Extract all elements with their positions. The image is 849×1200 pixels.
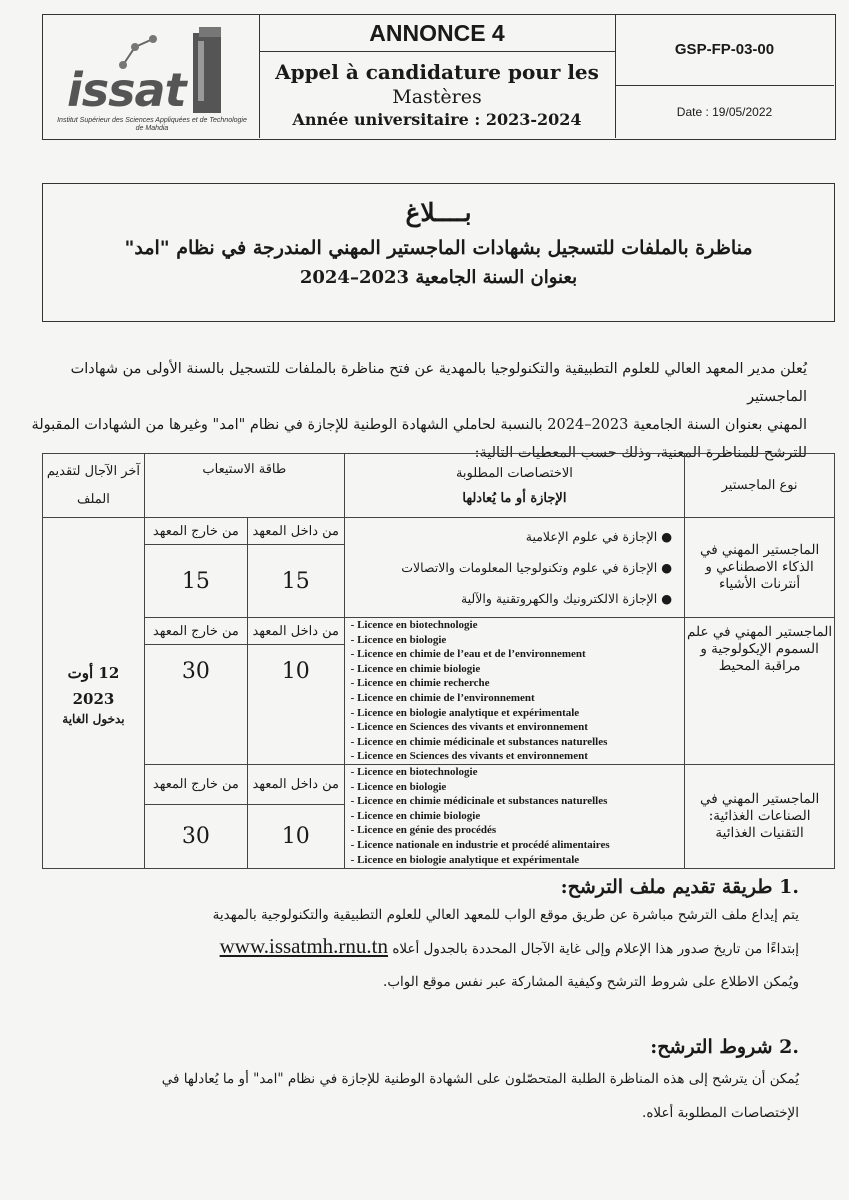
row2-type: الماجستير المهني في علم السموم الإيكولوجية و مراقبة المحيط bbox=[685, 618, 835, 765]
list-item: ● الإجازة في علوم الإعلامية bbox=[525, 529, 673, 544]
row1-outside-capacity: 15 bbox=[144, 545, 247, 618]
section-2 bbox=[39, 1036, 799, 1130]
list-item: ● الإجازة الالكترونيك والكهروتقنية والآلية bbox=[460, 591, 673, 606]
section-2-line-2: الإختصاصات المطلوبة أعلاه. bbox=[642, 1105, 799, 1121]
title-line-1: Appel à candidature pour les bbox=[275, 60, 599, 84]
list-item: - Licence en biologie analytique et expérimentale bbox=[350, 706, 580, 719]
header-deadline: آخر الآجال لتقديم الملف bbox=[43, 454, 145, 518]
outside-label: من خارج المعهد bbox=[144, 765, 247, 805]
intro-line: المهني بعنوان السنة الجامعية 2023–2024 بالنسبة لحاملي الشهادة الوطنية للإجازة في نظام "امد" وغيرها من الشهادات المقبولة bbox=[31, 417, 807, 433]
row2-inside-capacity: 10 bbox=[247, 645, 344, 765]
row3-outside-capacity: 30 bbox=[144, 805, 247, 869]
logo-building-graphic bbox=[183, 23, 233, 113]
notice-year: بعنوان السنة الجامعية 2023–2024 bbox=[299, 267, 578, 288]
deadline-cell bbox=[43, 518, 145, 869]
notice-title: بــــلاغ bbox=[405, 198, 472, 227]
section-1-line-1: يتم إيداع ملف الترشح مباشرة عن طريق موقع الواب للمعهد العالي للعلوم التطبيقية والتكنولوجية بالمهدية bbox=[212, 907, 799, 923]
inside-label: من داخل المعهد bbox=[247, 765, 344, 805]
list-item: - Licence en chimie médicinale et substances naturelles bbox=[350, 795, 608, 808]
outside-label: من خارج المعهد bbox=[144, 518, 247, 545]
list-item: - Licence en Sciences des vivants et environnement bbox=[350, 721, 588, 734]
section-1-title: .1 طريقة تقديم ملف الترشح: bbox=[560, 876, 799, 898]
list-item: - Licence nationale en industrie et procédé alimentaires bbox=[350, 838, 610, 851]
row3-inside-capacity: 10 bbox=[247, 805, 344, 869]
section-1-line-2: إبتداءًا من تاريخ صدور هذا الإعلام وإلى غاية الآجال المحددة بالجدول أعلاه bbox=[392, 941, 799, 957]
row3-specialties bbox=[344, 765, 685, 869]
intro-line: للترشح للمناظرة المعنية، وذلك حسب المعطيات التالية: bbox=[474, 445, 807, 461]
header-specialties-label: الاختصاصات المطلوبة bbox=[455, 465, 573, 481]
row1-type: الماجستير المهني في الذكاء الاصطناعي و أنترنات الأشياء bbox=[685, 518, 835, 618]
list-item: - Licence en chimie médicinale et substances naturelles bbox=[350, 735, 608, 748]
list-item: - Licence en biotechnologie bbox=[350, 766, 478, 778]
row1-specialties bbox=[344, 518, 685, 618]
logo-cell bbox=[43, 15, 260, 138]
header-specialties-sub: الإجازة أو ما يُعادلها bbox=[462, 490, 567, 506]
list-item: - Licence en chimie biologie bbox=[350, 662, 481, 675]
deadline-note: بدخول الغاية bbox=[62, 712, 125, 726]
list-item: - Licence en biologie analytique et expérimentale bbox=[350, 853, 580, 866]
notice-box bbox=[42, 183, 835, 322]
section-2-title: .2 شروط الترشح: bbox=[650, 1036, 799, 1058]
list-item: - Licence en chimie recherche bbox=[350, 677, 490, 690]
row2-specialties bbox=[344, 618, 685, 765]
reference-cell bbox=[615, 15, 834, 138]
row3-type: الماجستير المهني في الصناعات الغذائية: التقنيات الغذائية bbox=[685, 765, 835, 869]
document-header bbox=[42, 14, 836, 140]
row2-outside-capacity: 30 bbox=[144, 645, 247, 765]
row1-inside-capacity: 15 bbox=[247, 545, 344, 618]
header-capacity: طاقة الاستيعاب bbox=[144, 454, 344, 518]
website-link[interactable]: www.issatmh.rnu.tn bbox=[219, 934, 389, 958]
list-item: - Licence en biologie bbox=[350, 633, 447, 646]
title-cell bbox=[259, 15, 616, 138]
intro-paragraph bbox=[17, 355, 807, 467]
title-line-2: Mastères bbox=[392, 86, 482, 108]
list-item: - Licence en chimie de l’eau et de l’environnement bbox=[350, 648, 586, 661]
header-type: نوع الماجستير bbox=[685, 454, 835, 518]
title-line-3: Année universitaire : 2023-2024 bbox=[292, 110, 582, 129]
masters-table bbox=[42, 453, 835, 869]
inside-label: من داخل المعهد bbox=[247, 518, 344, 545]
document-code: GSP-FP-03-00 bbox=[615, 15, 834, 86]
section-1-line-3: ويُمكن الاطلاع على شروط الترشح وكيفية المشاركة عبر نفس موقع الواب. bbox=[383, 974, 799, 990]
list-item: - Licence en Sciences des vivants et environnement bbox=[350, 750, 588, 763]
document-date: Date : 19/05/2022 bbox=[676, 105, 773, 119]
list-item: - Licence en chimie de l’environnement bbox=[350, 691, 535, 704]
list-item: ● الإجازة في علوم وتكنولوجيا المعلومات والاتصالات bbox=[401, 560, 673, 575]
inside-label: من داخل المعهد bbox=[247, 618, 344, 645]
section-1 bbox=[39, 876, 799, 999]
section-2-line-1: يُمكن أن يترشح إلى هذه المناظرة الطلبة المتحصّلون على الشهادة الوطنية للإجازة في نظام "امد" أو ما يُعادلها في bbox=[161, 1071, 799, 1087]
list-item: - Licence en chimie biologie bbox=[350, 809, 481, 822]
section-1-line-2-wrap bbox=[39, 930, 799, 965]
header-specialties bbox=[344, 454, 685, 518]
list-item: - Licence en biologie bbox=[350, 780, 447, 793]
logo-subtitle: Institut Supérieur des Sciences Appliquées et de Technologie de Mahdia bbox=[57, 117, 247, 132]
list-item: - Licence en génie des procédés bbox=[350, 824, 497, 837]
notice-subtitle: مناظرة بالملفات للتسجيل بشهادات الماجستير المهني المندرجة في نظام "امد" bbox=[124, 237, 753, 259]
list-item: - Licence en biotechnologie bbox=[350, 619, 478, 631]
intro-line: يُعلن مدير المعهد العالي للعلوم التطبيقية والتكنولوجيا بالمهدية عن فتح مناظرة بالملفات للتسجيل بالسنة الأولى من شهادات الماجستير bbox=[70, 361, 807, 405]
deadline-value: 12 أوت 2023 bbox=[67, 664, 120, 708]
logo-text: issat bbox=[67, 63, 186, 117]
outside-label: من خارج المعهد bbox=[144, 618, 247, 645]
annonce-label: ANNONCE 4 bbox=[259, 15, 615, 52]
